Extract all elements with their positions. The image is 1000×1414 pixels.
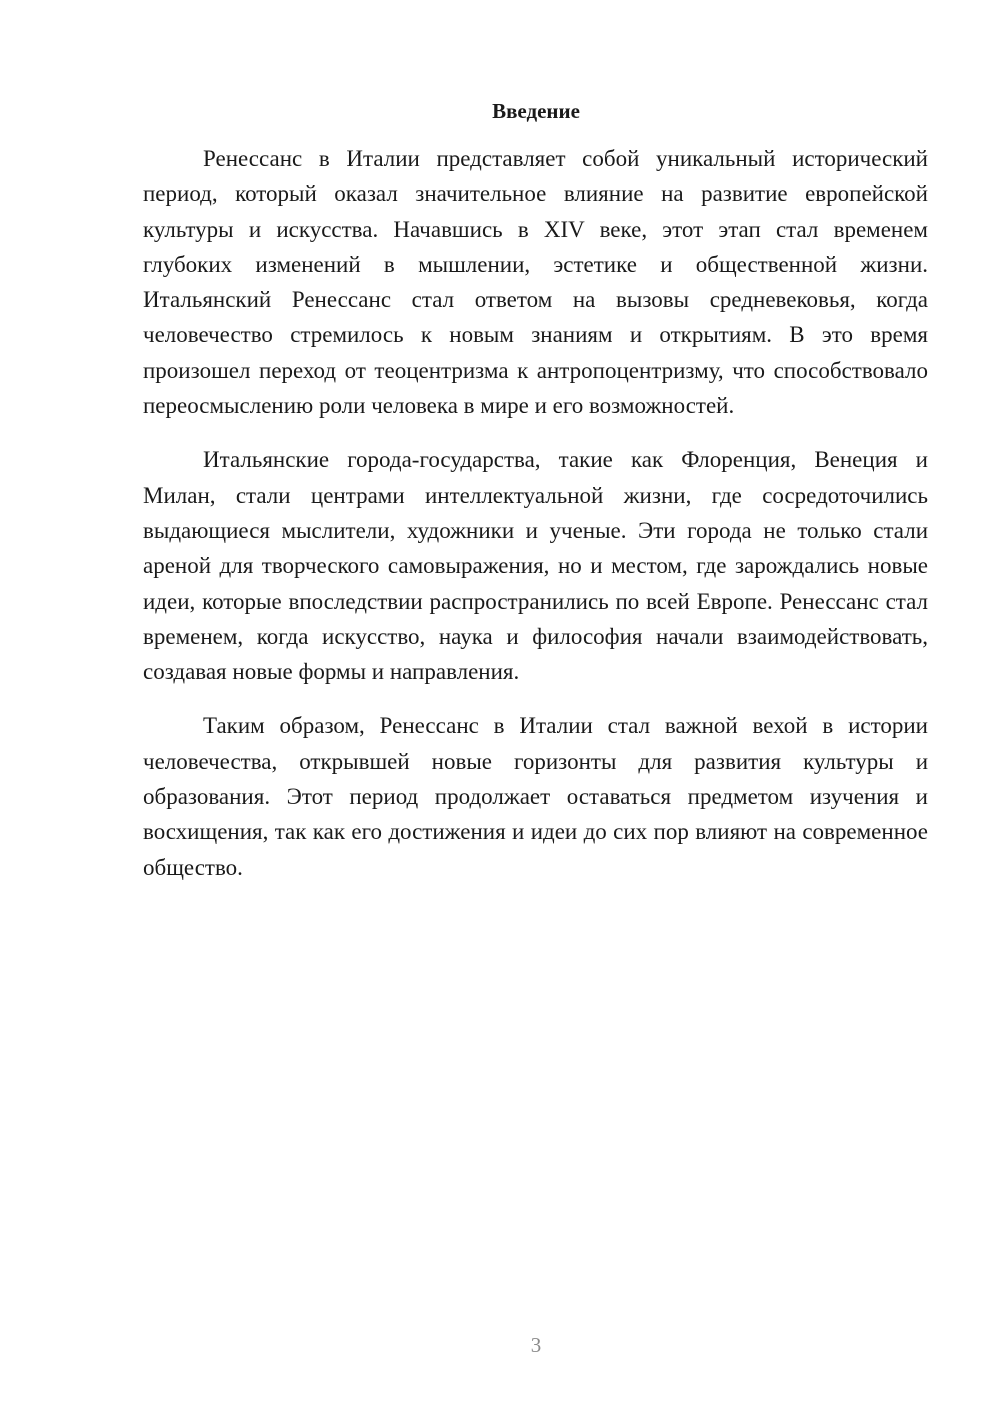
paragraph-1: Ренессанс в Италии представляет собой уникальный исторический период, который оказал значительное влияние на развитие европейской культуры и искусства. Начавшись в XIV веке, этот этап стал временем глубоких изменений в мышлении, эстетике и общественной жизни. Итальянский Ренессанс стал ответом на вызовы средневековья, когда человечество стремилось к новым знаниям и открытиям. В это время произошел переход от теоцентризма к антропоцентризму, что способствовало переосмыслению роли человека в мире и его возможностей. bbox=[143, 146, 928, 419]
paragraph-3: Таким образом, Ренессанс в Италии стал важной вехой в истории человечества, открывшей новые горизонты для развития культуры и образования. Этот период продолжает оставаться предметом изучения и восхищения, так как его достижения и идеи до сих пор влияют на современное общество. bbox=[143, 713, 928, 880]
section-heading: Введение bbox=[492, 99, 580, 123]
document-body bbox=[143, 141, 928, 885]
paragraph-2: Итальянские города-государства, такие как Флоренция, Венеция и Милан, стали центрами интеллектуальной жизни, где сосредоточились выдающиеся мыслители, художники и ученые. Эти города не только стали ареной для творческого самовыражения, но и местом, где зарождались новые идеи, которые впоследствии распространились по всей Европе. Ренессанс стал временем, когда искусство, наука и философия начали взаимодействовать, создавая новые формы и направления. bbox=[143, 447, 928, 685]
page-number: 3 bbox=[530, 1333, 542, 1357]
